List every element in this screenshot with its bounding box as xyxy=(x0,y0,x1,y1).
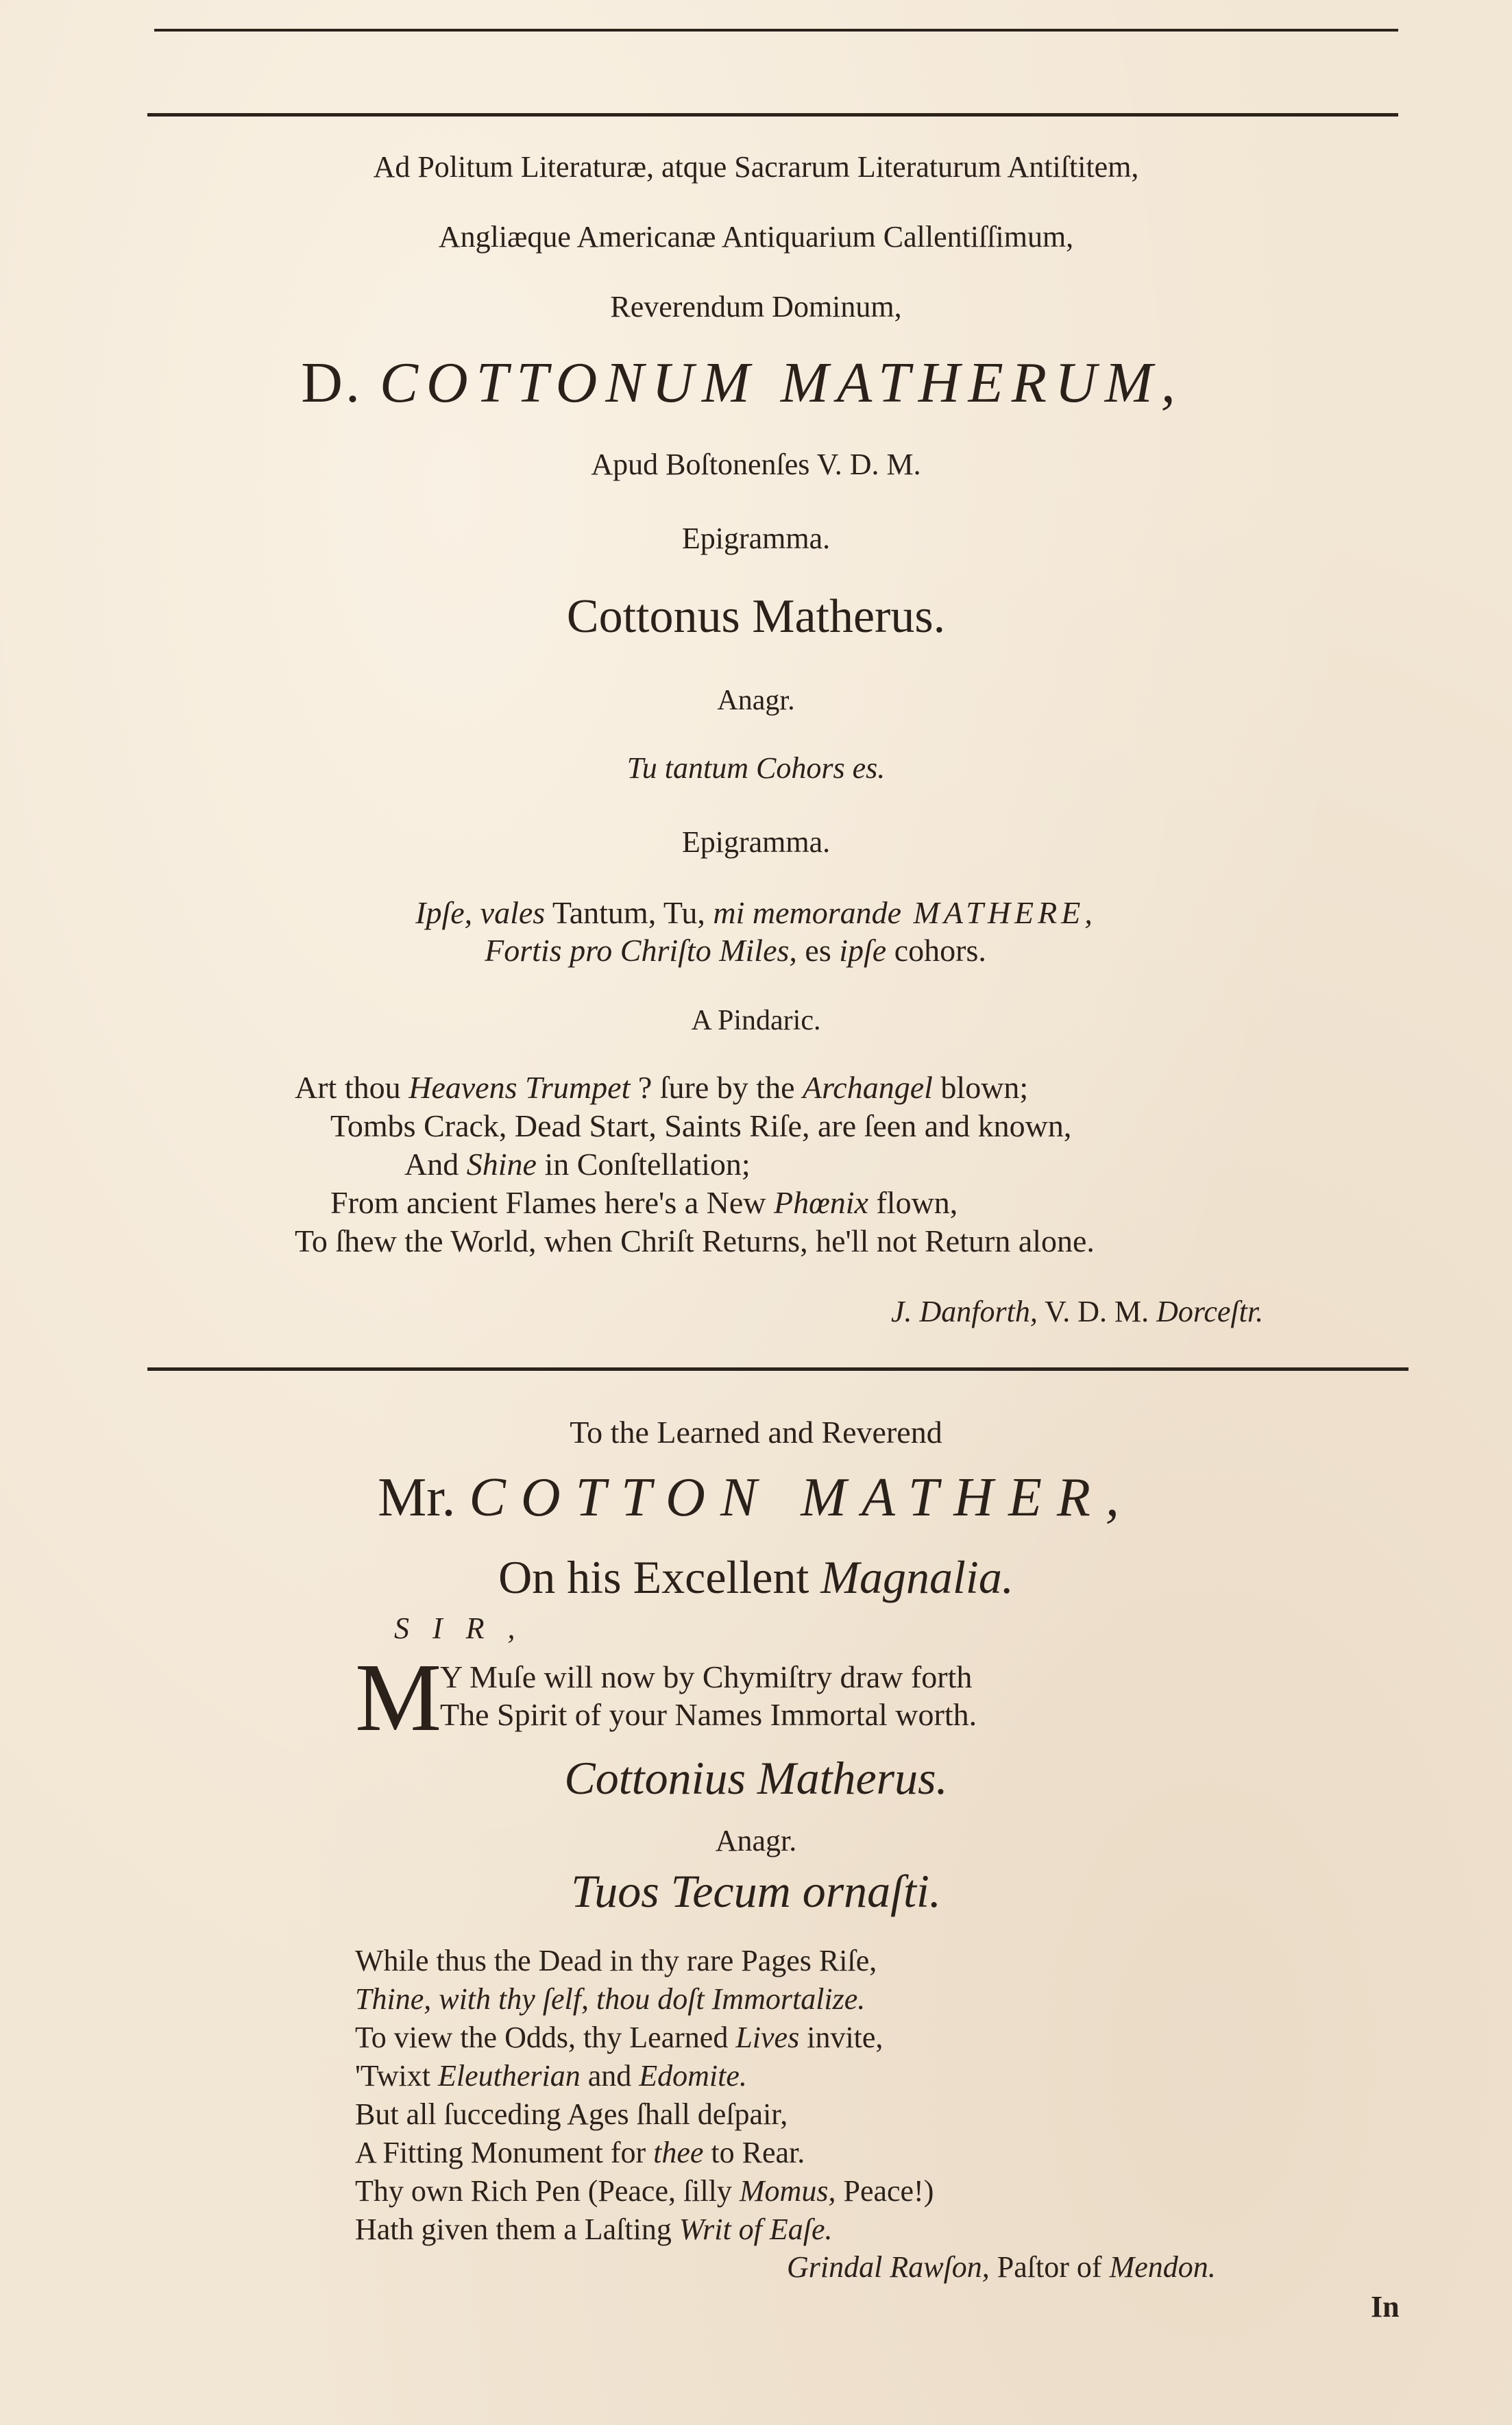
pindaric-poem-segment: blown; xyxy=(932,1070,1029,1105)
pindaric-poem-segment: Art thou xyxy=(295,1070,409,1105)
header-rule xyxy=(147,113,1398,117)
name-italic: Cottonius Matherus. xyxy=(564,1752,948,1804)
salutation: SIR, xyxy=(394,1611,539,1645)
anagr-label: Anagr. xyxy=(717,685,795,716)
intro-line-2: The Spirit of your Names Immortal worth. xyxy=(440,1697,977,1732)
catchword: In xyxy=(1371,2290,1400,2324)
heading-line-1: To the Learned and Reverend xyxy=(570,1415,942,1450)
pindaric-poem-line xyxy=(330,1184,958,1221)
epigram-1-it2: mi memorande xyxy=(713,895,902,930)
mendon-poem-segment: and xyxy=(580,2059,639,2093)
pindaric-poem-line xyxy=(404,1146,751,1182)
mendon-poem-line xyxy=(355,1943,877,1978)
mendon-poem-segment: invite, xyxy=(799,2021,883,2054)
mendon-poem-segment: Hath given them a Laſting xyxy=(355,2213,679,2246)
pindaric-poem-segment: Tombs Crack, Dead Start, Saints Riſe, are ſeen and known, xyxy=(330,1108,1072,1143)
mendon-poem-segment: to Rear. xyxy=(703,2136,805,2169)
mendon-poem-segment: Momus, xyxy=(739,2174,836,2208)
mendon-poem-line xyxy=(355,2058,747,2093)
pindaric-poem-line xyxy=(295,1069,1028,1106)
mendon-poem-segment: Eleutherian xyxy=(437,2059,581,2093)
signature-1-place: Dorceſtr. xyxy=(1156,1295,1264,1328)
pindaric-poem-line xyxy=(295,1223,1095,1259)
pindaric-poem-segment: Shine xyxy=(466,1147,537,1182)
mendon-poem-segment: While thus the Dead in thy rare Pages Riſe, xyxy=(355,1944,877,1977)
section-rule xyxy=(147,1367,1409,1371)
epigramma-label: Epigramma. xyxy=(681,522,831,555)
mendon-poem-segment: 'Twixt xyxy=(355,2059,438,2093)
anagram: Tu tantum Cohors es. xyxy=(626,751,886,785)
epigram-line-1 xyxy=(0,894,1512,931)
mendon-poem-line xyxy=(355,2173,934,2208)
apud-line: Apud Boſtonenſes V. D. M. xyxy=(591,448,921,481)
name-heading: D. COTTONUM MATHERUM, xyxy=(301,351,1184,415)
heading-line-3 xyxy=(0,1550,1512,1605)
pindaric-poem-segment: Archangel xyxy=(803,1070,933,1105)
heading-name-text: COTTON MATHER, xyxy=(469,1467,1134,1528)
pindaric-poem-segment: flown, xyxy=(868,1185,958,1220)
epigram-line-2 xyxy=(0,932,1491,968)
mendon-poem-segment: A Fitting Monument for xyxy=(355,2136,654,2169)
anagr-label-2: Anagr. xyxy=(715,1824,797,1857)
dedication-line-3: Reverendum Dominum, xyxy=(610,290,902,324)
top-rule xyxy=(154,29,1398,32)
mendon-poem-segment: Thine, with thy ſelf, thou doſt Immortalize. xyxy=(355,1982,866,2016)
pindaric-poem-segment: in Conſtellation; xyxy=(536,1147,751,1182)
heading-3-roman: On his Excellent xyxy=(498,1551,821,1603)
heading-3-italic: Magnalia. xyxy=(820,1551,1014,1603)
mendon-poem-segment: thee xyxy=(653,2136,704,2169)
mendon-poem-segment: Lives xyxy=(735,2021,800,2054)
mendon-poem-segment: Edomite. xyxy=(639,2059,747,2093)
dedication-line-1: Ad Politum Literaturæ, atque Sacrarum Literaturum Antiſtitem, xyxy=(373,150,1139,184)
mendon-poem-line xyxy=(355,2097,788,2132)
pindaric-poem-segment: Heavens Trumpet xyxy=(409,1070,631,1105)
mendon-poem-segment: Thy own Rich Pen (Peace, ſilly xyxy=(355,2174,740,2208)
signature-1 xyxy=(891,1294,1263,1329)
mendon-poem-segment: But all ſucceding Ages ſhall deſpair, xyxy=(355,2097,788,2131)
signature-2-rest: Paſtor of xyxy=(989,2250,1110,2284)
epigramma-label-2: Epigramma. xyxy=(681,825,831,859)
name-plain: Cottonus Matherus. xyxy=(566,590,946,643)
epigram-2-it2: ipſe xyxy=(839,933,887,968)
anagram-2: Tuos Tecum ornaſti. xyxy=(571,1865,941,1917)
dedication-line-2: Angliæque Americanæ Antiquarium Callentiſſimum, xyxy=(438,220,1074,254)
epigram-1-caps: MATHERE, xyxy=(901,895,1097,930)
mendon-poem-segment: To view the Odds, thy Learned xyxy=(355,2021,736,2054)
heading-name xyxy=(0,1467,1512,1529)
signature-2-name: Grindal Rawſon, xyxy=(787,2250,990,2284)
mendon-poem-line xyxy=(355,2020,883,2055)
epigram-2-it1: Fortis pro Chriſto Miles, xyxy=(485,933,797,968)
signature-1-name: J. Danforth, xyxy=(891,1295,1038,1328)
pindaric-label: A Pindaric. xyxy=(691,1005,821,1036)
mendon-poem-line xyxy=(355,1982,865,2016)
drop-cap: M xyxy=(355,1643,442,1751)
epigram-1-it1: Ipſe, vales xyxy=(415,895,546,930)
signature-2 xyxy=(787,2250,1216,2284)
pindaric-poem-segment: And xyxy=(404,1147,467,1182)
epigram-1-roman1: Tantum, Tu, xyxy=(545,895,714,930)
mendon-poem-segment: Peace!) xyxy=(836,2174,934,2208)
mendon-poem-line xyxy=(355,2212,833,2247)
heading-mr: Mr. xyxy=(378,1467,470,1528)
pindaric-poem-line xyxy=(330,1108,1071,1144)
pindaric-poem-segment: To ſhew the World, when Chriſt Returns, he'll not Return alone. xyxy=(295,1223,1095,1258)
pindaric-poem-segment: Phœnix xyxy=(774,1185,868,1220)
intro-line-1: Y Muſe will now by Chymiſtry draw forth xyxy=(440,1659,973,1694)
signature-2-place: Mendon. xyxy=(1109,2250,1216,2284)
pindaric-poem-segment: From ancient Flames here's a New xyxy=(330,1185,774,1220)
name-heading-text: COTTONUM MATHERUM, xyxy=(379,351,1184,415)
epigram-2-roman2: cohors. xyxy=(886,933,986,968)
epigram-2-roman1: es xyxy=(796,933,840,968)
pindaric-poem-segment: ? ſure by the xyxy=(630,1070,803,1105)
mendon-poem-line xyxy=(355,2135,805,2170)
signature-1-rest: V. D. M. xyxy=(1037,1295,1157,1328)
mendon-poem-segment: Writ of Eaſe. xyxy=(679,2213,833,2246)
